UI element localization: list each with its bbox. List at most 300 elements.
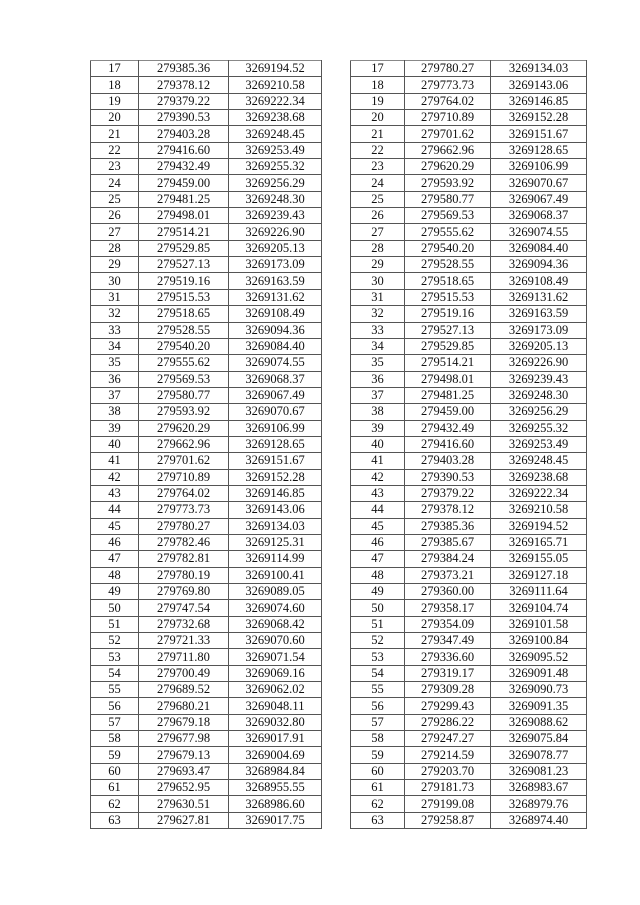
- point-number-cell: 52: [351, 633, 405, 649]
- point-number-cell: 19: [91, 93, 139, 109]
- table-row: [91, 240, 322, 256]
- y-coordinate-cell: 3269173.09: [491, 322, 587, 338]
- point-number-cell: 27: [91, 224, 139, 240]
- point-number-cell: 47: [91, 551, 139, 567]
- y-coordinate-cell: 3269101.58: [491, 616, 587, 632]
- x-coordinate-cell: 279214.59: [405, 747, 491, 763]
- table-row: [91, 649, 322, 665]
- point-number-cell: 58: [91, 731, 139, 747]
- table-row: [91, 355, 322, 371]
- table-row: [91, 600, 322, 616]
- table-row: [91, 698, 322, 714]
- x-coordinate-cell: 279721.33: [139, 633, 229, 649]
- x-coordinate-cell: 279319.17: [405, 665, 491, 681]
- table-row: [91, 518, 322, 534]
- y-coordinate-cell: 3269256.29: [491, 404, 587, 420]
- table-row: [351, 567, 587, 583]
- point-number-cell: 30: [351, 273, 405, 289]
- y-coordinate-cell: 3268983.67: [491, 780, 587, 796]
- point-number-cell: 40: [91, 436, 139, 452]
- table-row: [351, 289, 587, 305]
- point-number-cell: 34: [91, 338, 139, 354]
- point-number-cell: 50: [91, 600, 139, 616]
- x-coordinate-cell: 279358.17: [405, 600, 491, 616]
- table-row: [91, 306, 322, 322]
- x-coordinate-cell: 279247.27: [405, 731, 491, 747]
- y-coordinate-cell: 3269152.28: [229, 469, 322, 485]
- table-row: [91, 289, 322, 305]
- x-coordinate-cell: 279773.73: [405, 77, 491, 93]
- y-coordinate-cell: 3269081.23: [491, 763, 587, 779]
- point-number-cell: 59: [91, 747, 139, 763]
- x-coordinate-cell: 279515.53: [405, 289, 491, 305]
- point-number-cell: 21: [91, 126, 139, 142]
- x-coordinate-cell: 279782.46: [139, 534, 229, 550]
- point-number-cell: 60: [91, 763, 139, 779]
- x-coordinate-cell: 279732.68: [139, 616, 229, 632]
- point-number-cell: 56: [91, 698, 139, 714]
- y-coordinate-cell: 3269163.59: [491, 306, 587, 322]
- x-coordinate-cell: 279379.22: [139, 93, 229, 109]
- table-row: [351, 61, 587, 77]
- x-coordinate-cell: 279679.18: [139, 714, 229, 730]
- table-row: [91, 93, 322, 109]
- table-row: [351, 665, 587, 681]
- point-number-cell: 44: [91, 502, 139, 518]
- point-number-cell: 20: [351, 110, 405, 126]
- y-coordinate-cell: 3269255.32: [491, 420, 587, 436]
- y-coordinate-cell: 3269128.65: [491, 142, 587, 158]
- table-row: [351, 518, 587, 534]
- table-row: [351, 175, 587, 191]
- x-coordinate-cell: 279519.16: [139, 273, 229, 289]
- y-coordinate-cell: 3269106.99: [229, 420, 322, 436]
- y-coordinate-cell: 3269078.77: [491, 747, 587, 763]
- table-row: [91, 682, 322, 698]
- x-coordinate-cell: 279378.12: [139, 77, 229, 93]
- y-coordinate-cell: 3269062.02: [229, 682, 322, 698]
- y-coordinate-cell: 3269084.40: [491, 240, 587, 256]
- point-number-cell: 30: [91, 273, 139, 289]
- x-coordinate-cell: 279528.55: [405, 257, 491, 273]
- table-row: [351, 747, 587, 763]
- x-coordinate-cell: 279518.65: [139, 306, 229, 322]
- point-number-cell: 17: [351, 61, 405, 77]
- table-row: [351, 224, 587, 240]
- point-number-cell: 33: [91, 322, 139, 338]
- y-coordinate-cell: 3269226.90: [229, 224, 322, 240]
- left-coordinate-table: [90, 60, 322, 829]
- table-row: [351, 387, 587, 403]
- point-number-cell: 29: [351, 257, 405, 273]
- table-row: [91, 208, 322, 224]
- y-coordinate-cell: 3269075.84: [491, 731, 587, 747]
- table-row: [351, 682, 587, 698]
- x-coordinate-cell: 279432.49: [139, 159, 229, 175]
- x-coordinate-cell: 279593.92: [139, 404, 229, 420]
- y-coordinate-cell: 3269094.36: [229, 322, 322, 338]
- x-coordinate-cell: 279747.54: [139, 600, 229, 616]
- table-row: [351, 420, 587, 436]
- y-coordinate-cell: 3269108.49: [229, 306, 322, 322]
- x-coordinate-cell: 279459.00: [139, 175, 229, 191]
- y-coordinate-cell: 3269090.73: [491, 682, 587, 698]
- right-coordinate-table: [350, 60, 587, 829]
- table-row: [91, 224, 322, 240]
- y-coordinate-cell: 3269004.69: [229, 747, 322, 763]
- table-row: [351, 355, 587, 371]
- x-coordinate-cell: 279780.27: [139, 518, 229, 534]
- x-coordinate-cell: 279773.73: [139, 502, 229, 518]
- table-row: [351, 273, 587, 289]
- y-coordinate-cell: 3269100.84: [491, 633, 587, 649]
- point-number-cell: 38: [351, 404, 405, 420]
- table-row: [351, 93, 587, 109]
- y-coordinate-cell: 3269134.03: [229, 518, 322, 534]
- point-number-cell: 46: [351, 534, 405, 550]
- point-number-cell: 55: [91, 682, 139, 698]
- x-coordinate-cell: 279336.60: [405, 649, 491, 665]
- point-number-cell: 39: [351, 420, 405, 436]
- point-number-cell: 25: [91, 191, 139, 207]
- table-row: [351, 159, 587, 175]
- y-coordinate-cell: 3269134.03: [491, 61, 587, 77]
- table-row: [351, 404, 587, 420]
- point-number-cell: 34: [351, 338, 405, 354]
- x-coordinate-cell: 279390.53: [405, 469, 491, 485]
- table-row: [91, 502, 322, 518]
- y-coordinate-cell: 3269238.68: [491, 469, 587, 485]
- x-coordinate-cell: 279780.19: [139, 567, 229, 583]
- point-number-cell: 62: [351, 796, 405, 812]
- table-row: [351, 502, 587, 518]
- y-coordinate-cell: 3269131.62: [491, 289, 587, 305]
- table-row: [351, 191, 587, 207]
- x-coordinate-cell: 279555.62: [405, 224, 491, 240]
- y-coordinate-cell: 3269070.60: [229, 633, 322, 649]
- x-coordinate-cell: 279498.01: [139, 208, 229, 224]
- table-row: [91, 371, 322, 387]
- point-number-cell: 41: [91, 453, 139, 469]
- point-number-cell: 32: [351, 306, 405, 322]
- point-number-cell: 37: [91, 387, 139, 403]
- y-coordinate-cell: 3269071.54: [229, 649, 322, 665]
- table-row: [91, 77, 322, 93]
- table-row: [91, 110, 322, 126]
- point-number-cell: 18: [351, 77, 405, 93]
- y-coordinate-cell: 3269100.41: [229, 567, 322, 583]
- point-number-cell: 51: [91, 616, 139, 632]
- y-coordinate-cell: 3269226.90: [491, 355, 587, 371]
- point-number-cell: 53: [351, 649, 405, 665]
- table-row: [351, 453, 587, 469]
- y-coordinate-cell: 3269210.58: [229, 77, 322, 93]
- x-coordinate-cell: 279354.09: [405, 616, 491, 632]
- y-coordinate-cell: 3269248.30: [229, 191, 322, 207]
- x-coordinate-cell: 279384.24: [405, 551, 491, 567]
- x-coordinate-cell: 279527.13: [139, 257, 229, 273]
- x-coordinate-cell: 279385.67: [405, 534, 491, 550]
- table-row: [91, 61, 322, 77]
- table-row: [351, 731, 587, 747]
- y-coordinate-cell: 3269068.42: [229, 616, 322, 632]
- x-coordinate-cell: 279258.87: [405, 812, 491, 828]
- right-table-body: [351, 61, 587, 829]
- table-row: [351, 126, 587, 142]
- x-coordinate-cell: 279701.62: [139, 453, 229, 469]
- point-number-cell: 54: [351, 665, 405, 681]
- point-number-cell: 18: [91, 77, 139, 93]
- table-row: [91, 453, 322, 469]
- point-number-cell: 50: [351, 600, 405, 616]
- point-number-cell: 61: [351, 780, 405, 796]
- x-coordinate-cell: 279780.27: [405, 61, 491, 77]
- x-coordinate-cell: 279700.49: [139, 665, 229, 681]
- y-coordinate-cell: 3269074.60: [229, 600, 322, 616]
- table-row: [91, 731, 322, 747]
- point-number-cell: 17: [91, 61, 139, 77]
- y-coordinate-cell: 3269155.05: [491, 551, 587, 567]
- x-coordinate-cell: 279360.00: [405, 584, 491, 600]
- y-coordinate-cell: 3269146.85: [491, 93, 587, 109]
- point-number-cell: 48: [351, 567, 405, 583]
- point-number-cell: 23: [91, 159, 139, 175]
- point-number-cell: 24: [91, 175, 139, 191]
- point-number-cell: 63: [91, 812, 139, 828]
- y-coordinate-cell: 3269173.09: [229, 257, 322, 273]
- point-number-cell: 42: [351, 469, 405, 485]
- y-coordinate-cell: 3269068.37: [491, 208, 587, 224]
- x-coordinate-cell: 279528.55: [139, 322, 229, 338]
- x-coordinate-cell: 279540.20: [405, 240, 491, 256]
- table-row: [351, 485, 587, 501]
- table-row: [351, 649, 587, 665]
- table-row: [351, 796, 587, 812]
- x-coordinate-cell: 279385.36: [139, 61, 229, 77]
- x-coordinate-cell: 279390.53: [139, 110, 229, 126]
- y-coordinate-cell: 3268979.76: [491, 796, 587, 812]
- x-coordinate-cell: 279764.02: [405, 93, 491, 109]
- point-number-cell: 26: [91, 208, 139, 224]
- y-coordinate-cell: 3269127.18: [491, 567, 587, 583]
- point-number-cell: 57: [351, 714, 405, 730]
- point-number-cell: 27: [351, 224, 405, 240]
- table-row: [91, 420, 322, 436]
- table-row: [351, 257, 587, 273]
- x-coordinate-cell: 279379.22: [405, 485, 491, 501]
- x-coordinate-cell: 279662.96: [139, 436, 229, 452]
- table-row: [351, 600, 587, 616]
- y-coordinate-cell: 3269239.43: [491, 371, 587, 387]
- x-coordinate-cell: 279498.01: [405, 371, 491, 387]
- table-row: [91, 273, 322, 289]
- y-coordinate-cell: 3269017.91: [229, 731, 322, 747]
- point-number-cell: 61: [91, 780, 139, 796]
- point-number-cell: 60: [351, 763, 405, 779]
- x-coordinate-cell: 279378.12: [405, 502, 491, 518]
- y-coordinate-cell: 3269067.49: [491, 191, 587, 207]
- table-row: [351, 240, 587, 256]
- point-number-cell: 49: [91, 584, 139, 600]
- x-coordinate-cell: 279569.53: [139, 371, 229, 387]
- x-coordinate-cell: 279710.89: [139, 469, 229, 485]
- point-number-cell: 58: [351, 731, 405, 747]
- table-row: [91, 175, 322, 191]
- x-coordinate-cell: 279555.62: [139, 355, 229, 371]
- y-coordinate-cell: 3269131.62: [229, 289, 322, 305]
- point-number-cell: 62: [91, 796, 139, 812]
- point-number-cell: 57: [91, 714, 139, 730]
- table-row: [91, 551, 322, 567]
- y-coordinate-cell: 3269074.55: [229, 355, 322, 371]
- y-coordinate-cell: 3269205.13: [491, 338, 587, 354]
- y-coordinate-cell: 3269143.06: [491, 77, 587, 93]
- x-coordinate-cell: 279689.52: [139, 682, 229, 698]
- y-coordinate-cell: 3269070.67: [491, 175, 587, 191]
- table-row: [351, 534, 587, 550]
- point-number-cell: 36: [351, 371, 405, 387]
- y-coordinate-cell: 3269095.52: [491, 649, 587, 665]
- x-coordinate-cell: 279782.81: [139, 551, 229, 567]
- y-coordinate-cell: 3269069.16: [229, 665, 322, 681]
- y-coordinate-cell: 3269253.49: [229, 142, 322, 158]
- point-number-cell: 35: [351, 355, 405, 371]
- x-coordinate-cell: 279680.21: [139, 698, 229, 714]
- table-row: [91, 534, 322, 550]
- y-coordinate-cell: 3269253.49: [491, 436, 587, 452]
- table-row: [351, 780, 587, 796]
- point-number-cell: 21: [351, 126, 405, 142]
- x-coordinate-cell: 279662.96: [405, 142, 491, 158]
- table-row: [91, 714, 322, 730]
- table-row: [351, 306, 587, 322]
- table-row: [91, 616, 322, 632]
- point-number-cell: 32: [91, 306, 139, 322]
- point-number-cell: 49: [351, 584, 405, 600]
- y-coordinate-cell: 3269194.52: [491, 518, 587, 534]
- point-number-cell: 38: [91, 404, 139, 420]
- point-number-cell: 24: [351, 175, 405, 191]
- x-coordinate-cell: 279515.53: [139, 289, 229, 305]
- y-coordinate-cell: 3268955.55: [229, 780, 322, 796]
- y-coordinate-cell: 3269248.45: [491, 453, 587, 469]
- table-row: [91, 257, 322, 273]
- point-number-cell: 47: [351, 551, 405, 567]
- y-coordinate-cell: 3269256.29: [229, 175, 322, 191]
- y-coordinate-cell: 3269143.06: [229, 502, 322, 518]
- x-coordinate-cell: 279701.62: [405, 126, 491, 142]
- y-coordinate-cell: 3269106.99: [491, 159, 587, 175]
- table-row: [91, 387, 322, 403]
- x-coordinate-cell: 279403.28: [139, 126, 229, 142]
- point-number-cell: 37: [351, 387, 405, 403]
- table-row: [351, 110, 587, 126]
- y-coordinate-cell: 3269165.71: [491, 534, 587, 550]
- x-coordinate-cell: 279199.08: [405, 796, 491, 812]
- point-number-cell: 20: [91, 110, 139, 126]
- point-number-cell: 56: [351, 698, 405, 714]
- y-coordinate-cell: 3269151.67: [491, 126, 587, 142]
- x-coordinate-cell: 279459.00: [405, 404, 491, 420]
- table-row: [351, 584, 587, 600]
- point-number-cell: 33: [351, 322, 405, 338]
- y-coordinate-cell: 3269163.59: [229, 273, 322, 289]
- x-coordinate-cell: 279416.60: [139, 142, 229, 158]
- point-number-cell: 26: [351, 208, 405, 224]
- point-number-cell: 45: [351, 518, 405, 534]
- table-row: [351, 142, 587, 158]
- point-number-cell: 44: [351, 502, 405, 518]
- y-coordinate-cell: 3268986.60: [229, 796, 322, 812]
- x-coordinate-cell: 279519.16: [405, 306, 491, 322]
- table-row: [351, 338, 587, 354]
- x-coordinate-cell: 279514.21: [139, 224, 229, 240]
- table-row: [91, 584, 322, 600]
- y-coordinate-cell: 3269067.49: [229, 387, 322, 403]
- y-coordinate-cell: 3269146.85: [229, 485, 322, 501]
- point-number-cell: 52: [91, 633, 139, 649]
- table-row: [91, 404, 322, 420]
- x-coordinate-cell: 279710.89: [405, 110, 491, 126]
- point-number-cell: 59: [351, 747, 405, 763]
- point-number-cell: 43: [91, 485, 139, 501]
- x-coordinate-cell: 279403.28: [405, 453, 491, 469]
- table-row: [91, 665, 322, 681]
- x-coordinate-cell: 279679.13: [139, 747, 229, 763]
- x-coordinate-cell: 279309.28: [405, 682, 491, 698]
- y-coordinate-cell: 3269070.67: [229, 404, 322, 420]
- x-coordinate-cell: 279299.43: [405, 698, 491, 714]
- point-number-cell: 29: [91, 257, 139, 273]
- y-coordinate-cell: 3269094.36: [491, 257, 587, 273]
- table-row: [91, 763, 322, 779]
- table-row: [91, 780, 322, 796]
- x-coordinate-cell: 279181.73: [405, 780, 491, 796]
- point-number-cell: 39: [91, 420, 139, 436]
- x-coordinate-cell: 279569.53: [405, 208, 491, 224]
- y-coordinate-cell: 3269111.64: [491, 584, 587, 600]
- table-row: [91, 812, 322, 828]
- y-coordinate-cell: 3269239.43: [229, 208, 322, 224]
- y-coordinate-cell: 3269210.58: [491, 502, 587, 518]
- y-coordinate-cell: 3269248.45: [229, 126, 322, 142]
- point-number-cell: 54: [91, 665, 139, 681]
- point-number-cell: 42: [91, 469, 139, 485]
- y-coordinate-cell: 3269032.80: [229, 714, 322, 730]
- point-number-cell: 25: [351, 191, 405, 207]
- x-coordinate-cell: 279514.21: [405, 355, 491, 371]
- y-coordinate-cell: 3269152.28: [491, 110, 587, 126]
- table-row: [351, 714, 587, 730]
- point-number-cell: 51: [351, 616, 405, 632]
- y-coordinate-cell: 3269151.67: [229, 453, 322, 469]
- point-number-cell: 40: [351, 436, 405, 452]
- x-coordinate-cell: 279580.77: [139, 387, 229, 403]
- table-row: [91, 338, 322, 354]
- point-number-cell: 55: [351, 682, 405, 698]
- point-number-cell: 63: [351, 812, 405, 828]
- x-coordinate-cell: 279347.49: [405, 633, 491, 649]
- x-coordinate-cell: 279527.13: [405, 322, 491, 338]
- y-coordinate-cell: 3268984.84: [229, 763, 322, 779]
- y-coordinate-cell: 3269222.34: [229, 93, 322, 109]
- point-number-cell: 36: [91, 371, 139, 387]
- x-coordinate-cell: 279630.51: [139, 796, 229, 812]
- y-coordinate-cell: 3268974.40: [491, 812, 587, 828]
- x-coordinate-cell: 279529.85: [405, 338, 491, 354]
- table-row: [91, 191, 322, 207]
- y-coordinate-cell: 3269089.05: [229, 584, 322, 600]
